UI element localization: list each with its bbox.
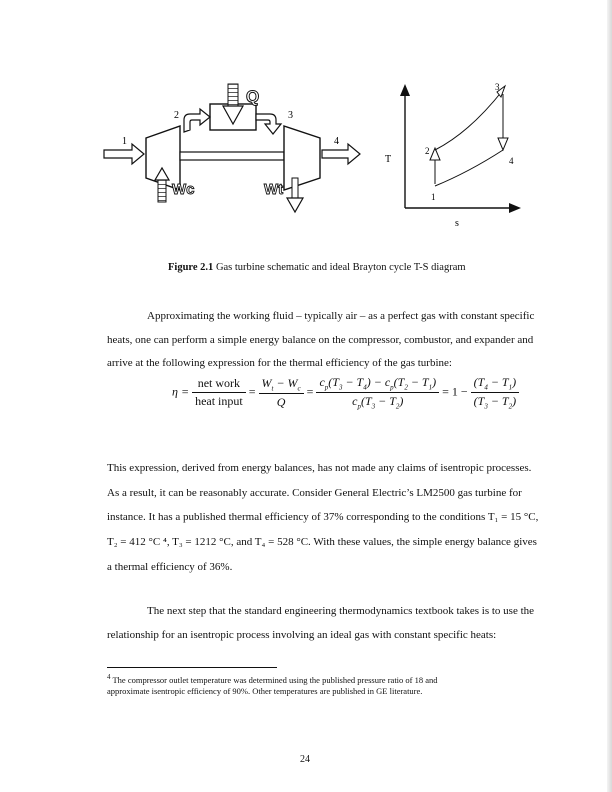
fraction-wt-wc-over-q xyxy=(259,376,304,410)
frac1-denominator: heat input xyxy=(195,394,243,409)
ts-point-1: 1 xyxy=(431,192,436,202)
state-label-3: 3 xyxy=(288,110,293,121)
ts-point-3: 3 xyxy=(495,82,500,92)
flow-arrow-2 xyxy=(184,109,210,132)
footnote xyxy=(107,672,547,697)
page-number: 24 xyxy=(300,754,310,765)
state-label-4: 4 xyxy=(334,136,339,147)
state-label-2: 2 xyxy=(174,110,179,121)
brayton-cycle xyxy=(430,86,508,186)
paragraph-2-line-4: T₂ = 412 °C ⁴, T₃ = 1212 °C, and T₄ = 528 °C. With these values, the simple energy balance gives xyxy=(107,536,537,548)
frac4-numerator: $(T_4 - T_1)$ xyxy=(471,375,519,393)
compressor-work-label: Wc xyxy=(172,181,195,198)
figure-caption-text: Gas turbine schematic and ideal Brayton cycle T-S diagram xyxy=(215,262,466,273)
state-label-1: 1 xyxy=(122,136,127,147)
footnote-line-2: approximate isentropic efficiency of 90%. Other temperatures are published in GE literature. xyxy=(107,685,423,696)
paragraph-2-line-1: This expression, derived from energy balances, has not made any claims of isentropic processes. xyxy=(107,462,532,474)
footnote-marker: 4 xyxy=(107,673,111,681)
turbine xyxy=(284,126,320,190)
exhaust-arrow xyxy=(322,144,360,164)
thermal-efficiency-equation: η = $\frac{\text{net work}}{\text{heat input}}$ = $\frac{W_t - W_c}{Q}$ = $\frac{c_p(T_3 - T_4) - c_p(T_2 - T_1)}{c_p(T_3 - T_2)}$ = 1 − $\frac{(T_4 - T_1)}{(T_3 - T_2)}$ xyxy=(172,375,519,411)
t-axis-arrowhead xyxy=(400,84,410,96)
paragraph-1-line-1: Approximating the working fluid – typically air – as a perfect gas with constant specific xyxy=(147,310,535,322)
turbine-work-label: Wt xyxy=(264,181,284,198)
paragraph-2-line-2: As a result, it can be reasonably accurate. Consider General Electric’s LM2500 gas turbine for xyxy=(107,487,522,499)
fraction-work-over-heat xyxy=(192,376,246,409)
frac4-denominator: $(T_3 - T_2)$ xyxy=(473,394,517,411)
ts-point-4: 4 xyxy=(509,156,514,166)
s-axis-label: s xyxy=(455,218,459,229)
inlet-arrow xyxy=(104,144,144,164)
frac3-numerator: $c_p(T_3 - T_4) - c_p(T_2 - T_1)$ xyxy=(316,375,439,393)
eta-symbol: η = xyxy=(172,384,190,399)
paragraph-3-line-2: relationship for an isentropic process involving an ideal gas with constant specific heats: xyxy=(107,629,497,641)
paragraph-1-line-2: heats, one can perform a simple energy balance on the compressor, combustor, and expander and xyxy=(107,334,534,346)
frac1-numerator: net work xyxy=(192,376,246,393)
heat-label: Q xyxy=(246,87,260,106)
one-minus: = 1 − xyxy=(442,384,468,399)
paragraph-1-line-3: arrive at the following expression for the thermal efficiency of the gas turbine: xyxy=(107,357,452,369)
paragraph-3-line-1: The next step that the standard engineering thermodynamics textbook takes is to use the xyxy=(147,605,535,617)
frac2-numerator: $W_t - W_c$ xyxy=(259,376,304,394)
s-axis-arrowhead xyxy=(509,203,521,213)
figure-caption xyxy=(168,262,466,273)
page-edge-shadow xyxy=(607,0,612,792)
figure-caption-label: Figure 2.1 xyxy=(168,262,214,273)
paragraph-2-line-3: instance. It has a published thermal efficiency of 37% corresponding to the conditions T₁ = 15 °C, xyxy=(107,511,539,523)
flow-arrow-3 xyxy=(256,114,281,134)
paragraph-2-line-5: a thermal efficiency of 36%. xyxy=(107,561,233,573)
t-axis-label: T xyxy=(385,154,392,165)
footnote-line-1: The compressor outlet temperature was determined using the published pressure ratio of 18 and xyxy=(112,674,438,685)
ts-diagram xyxy=(375,80,525,230)
ts-point-2: 2 xyxy=(425,146,430,156)
frac3-denominator: $c_p(T_3 - T_2)$ xyxy=(352,394,404,411)
fraction-cp-temperatures xyxy=(316,375,439,411)
footnote-rule xyxy=(107,667,277,668)
frac2-denominator: Q xyxy=(276,395,286,410)
shaft xyxy=(180,152,284,160)
gas-turbine-schematic xyxy=(100,80,370,215)
fraction-temperature-ratio xyxy=(471,375,519,411)
